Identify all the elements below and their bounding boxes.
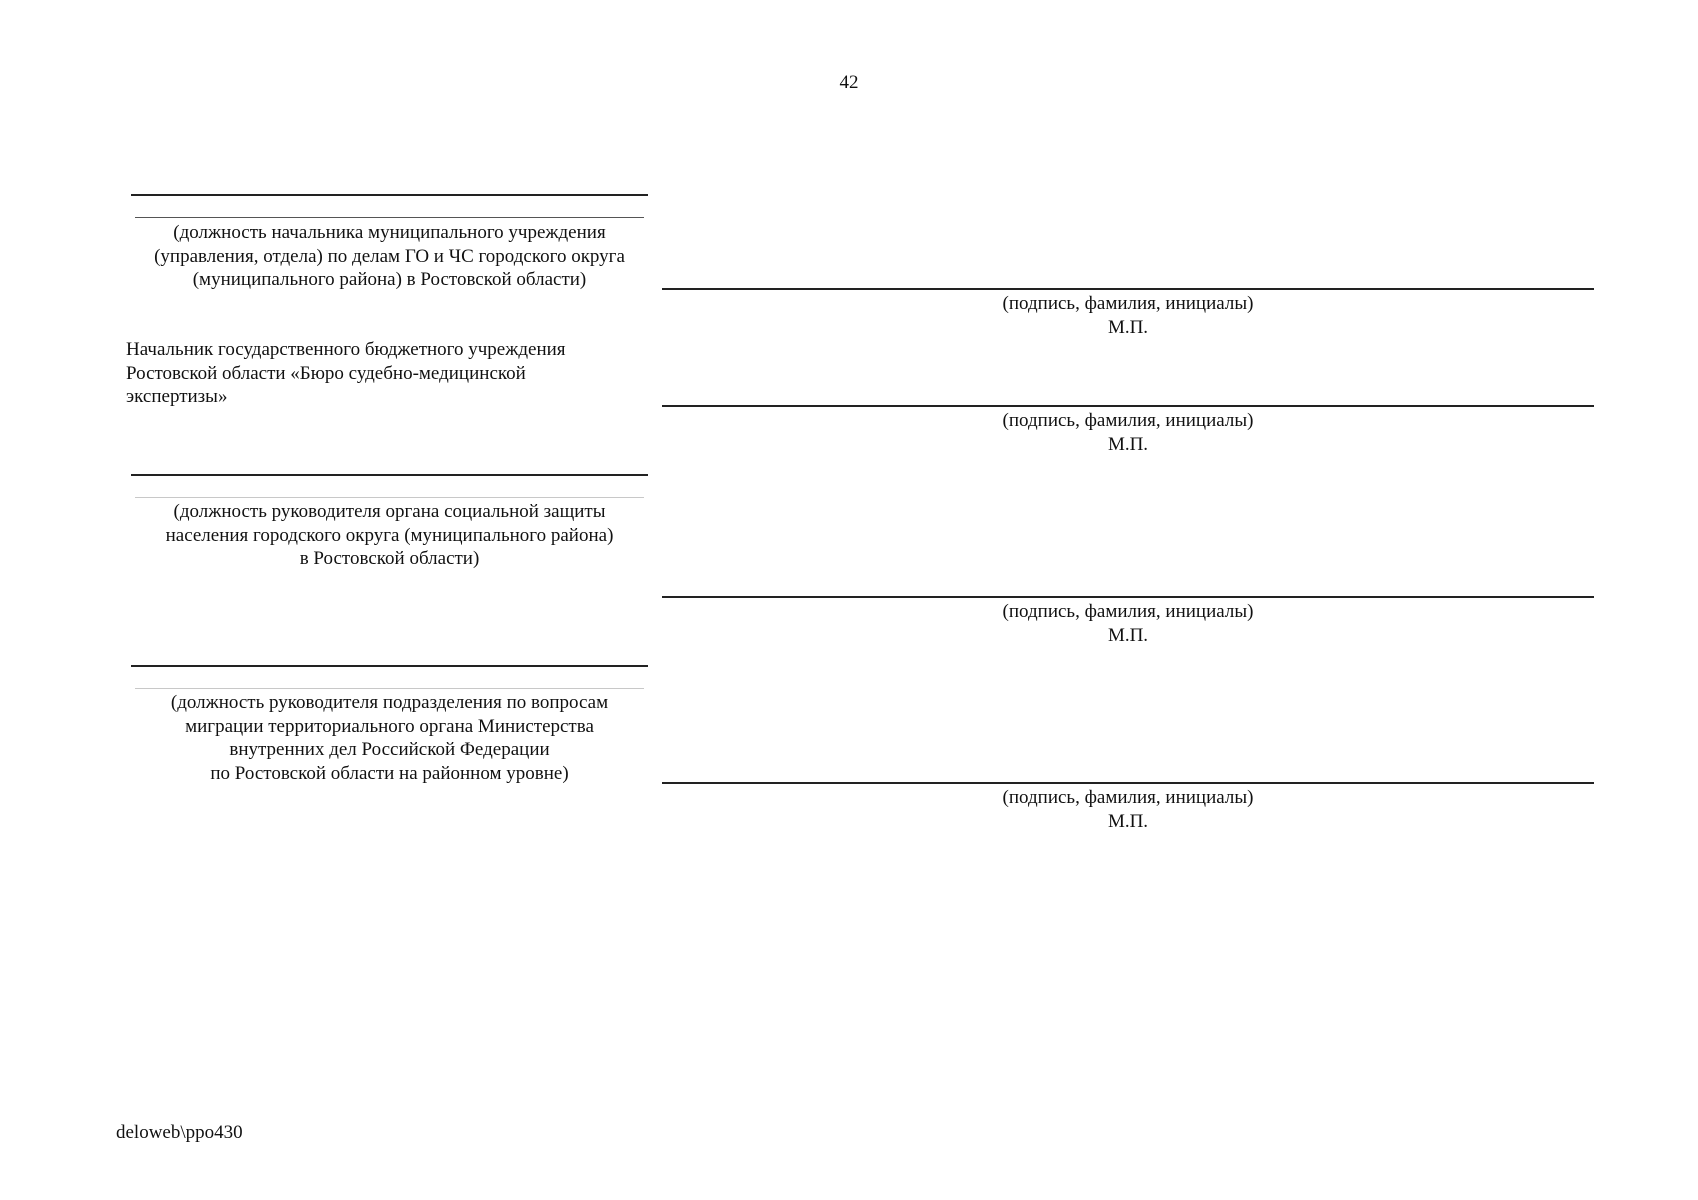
position-caption-migration	[131, 691, 648, 785]
position-blank-line	[131, 665, 648, 667]
caption-line: (должность руководителя подразделения по вопросам	[170, 692, 609, 713]
signature-caption	[662, 600, 1594, 647]
caption-line: внутренних дел Российской Федерации	[229, 739, 550, 760]
caption-line: (управления, отдела) по делам ГО и ЧС городского округа	[154, 245, 625, 267]
position-blank-line	[131, 194, 648, 196]
signature-hint: (подпись, фамилия, инициалы)	[1002, 787, 1254, 808]
position-caption-civil-defense	[131, 221, 648, 292]
forensic-bureau-head-title	[126, 338, 686, 409]
caption-line: (должность руководителя органа социальной защиты	[173, 501, 606, 522]
caption-line: в Ростовской области)	[299, 548, 480, 569]
caption-line: (должность начальника муниципального учреждения	[173, 222, 606, 243]
signature-line	[662, 596, 1594, 598]
signature-hint: (подпись, фамилия, инициалы)	[1002, 293, 1254, 314]
caption-line: миграции территориального органа Министерства	[185, 715, 594, 737]
title-line: Начальник государственного бюджетного учреждения	[126, 339, 566, 360]
position-blank-line	[131, 474, 648, 476]
title-line: экспертизы»	[126, 386, 228, 407]
stamp-place-label: М.П.	[1107, 810, 1149, 832]
signature-caption	[662, 409, 1594, 456]
position-blank-line-secondary	[135, 688, 644, 689]
signature-hint: (подпись, фамилия, инициалы)	[1002, 410, 1254, 431]
stamp-place-label: М.П.	[1107, 624, 1149, 646]
position-caption-social-protection	[131, 500, 648, 571]
stamp-place-label: М.П.	[1107, 433, 1149, 455]
caption-line: по Ростовской области на районном уровне)	[210, 762, 569, 784]
signature-hint: (подпись, фамилия, инициалы)	[1002, 601, 1254, 622]
position-blank-line-secondary	[135, 217, 644, 218]
page-number: 42	[839, 72, 859, 93]
title-line: Ростовской области «Бюро судебно-медицинской	[126, 362, 526, 384]
signature-line	[662, 288, 1594, 290]
document-file-reference: deloweb\ppo430	[116, 1122, 243, 1143]
stamp-place-label: М.П.	[1107, 316, 1149, 338]
caption-line: (муниципального района) в Ростовской области)	[192, 269, 587, 290]
signature-line	[662, 405, 1594, 407]
signature-caption	[662, 292, 1594, 339]
position-blank-line-secondary	[135, 497, 644, 498]
signature-line	[662, 782, 1594, 784]
caption-line: населения городского округа (муниципального района)	[165, 524, 614, 546]
signature-caption	[662, 786, 1594, 833]
